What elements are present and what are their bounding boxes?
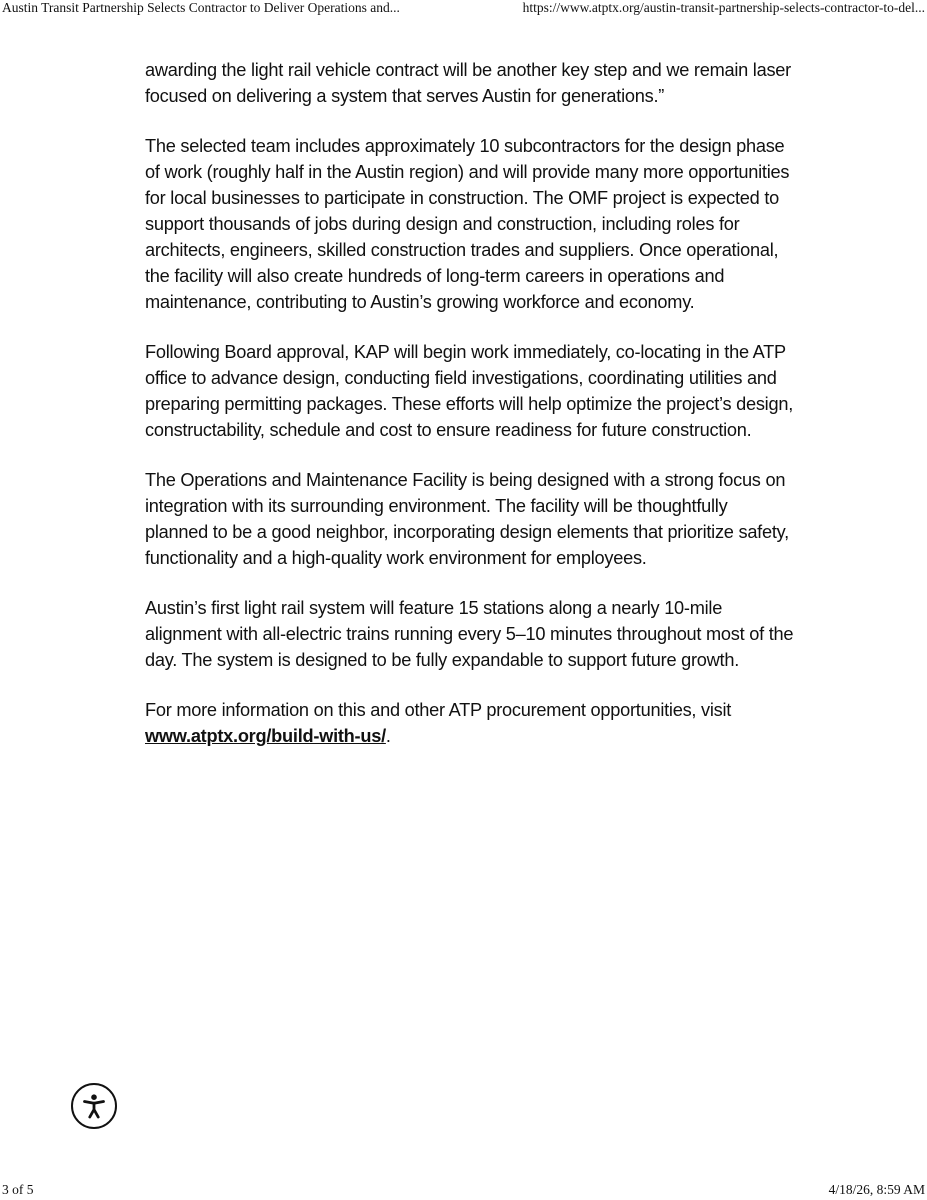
page-title: Austin Transit Partnership Selects Contractor to Deliver Operations and... bbox=[2, 0, 400, 15]
accessibility-icon bbox=[79, 1091, 109, 1121]
print-footer bbox=[0, 1182, 927, 1200]
paragraph-light-rail-system: Austin’s first light rail system will feature 15 stations along a nearly 10-mile alignment with all-electric trains running every 5–10 minutes throughout most of the day. The system is designed to be fully expandable to support future growth. bbox=[145, 598, 794, 670]
paragraph-more-info bbox=[145, 697, 795, 749]
print-header bbox=[0, 0, 927, 20]
paragraph-board-approval: Following Board approval, KAP will begin work immediately, co-locating in the ATP office to advance design, conducting field investigations, coordinating utilities and preparing permitting packages. These efforts will help optimize the project’s design, constructability, schedule and cost to ensure readiness for future construction. bbox=[145, 342, 794, 440]
more-info-text: For more information on this and other ATP procurement opportunities, visit bbox=[145, 700, 732, 720]
paragraph-facility-design: The Operations and Maintenance Facility is being designed with a strong focus on integration with its surrounding environment. The facility will be thoughtfully planned to be a good neighbor, incorporating design elements that prioritize safety, functionality and a high-quality work environment for employees. bbox=[145, 470, 789, 568]
paragraph-subcontractors: The selected team includes approximately 10 subcontractors for the design phase of work (roughly half in the Austin region) and will provide many more opportunities for local businesses to participate in construction. The OMF project is expected to support thousands of jobs during design and construction, including roles for architects, engineers, skilled construction trades and suppliers. Once operational, the facility will also create hundreds of long-term careers in operations and maintenance, contributing to Austin’s growing workforce and economy. bbox=[145, 136, 790, 312]
page-url: https://www.atptx.org/austin-transit-partnership-selects-contractor-to-del... bbox=[522, 0, 925, 15]
article-body bbox=[145, 57, 795, 773]
print-timestamp: 4/18/26, 8:59 AM bbox=[828, 1182, 925, 1197]
accessibility-button[interactable] bbox=[71, 1083, 117, 1129]
build-with-us-link[interactable]: www.atptx.org/build-with-us/ bbox=[145, 726, 386, 746]
more-info-period: . bbox=[385, 726, 391, 746]
page-number: 3 of 5 bbox=[2, 1182, 34, 1197]
paragraph-quote-end: awarding the light rail vehicle contract will be another key step and we remain laser focused on delivering a system that serves Austin for generations.” bbox=[145, 60, 791, 106]
